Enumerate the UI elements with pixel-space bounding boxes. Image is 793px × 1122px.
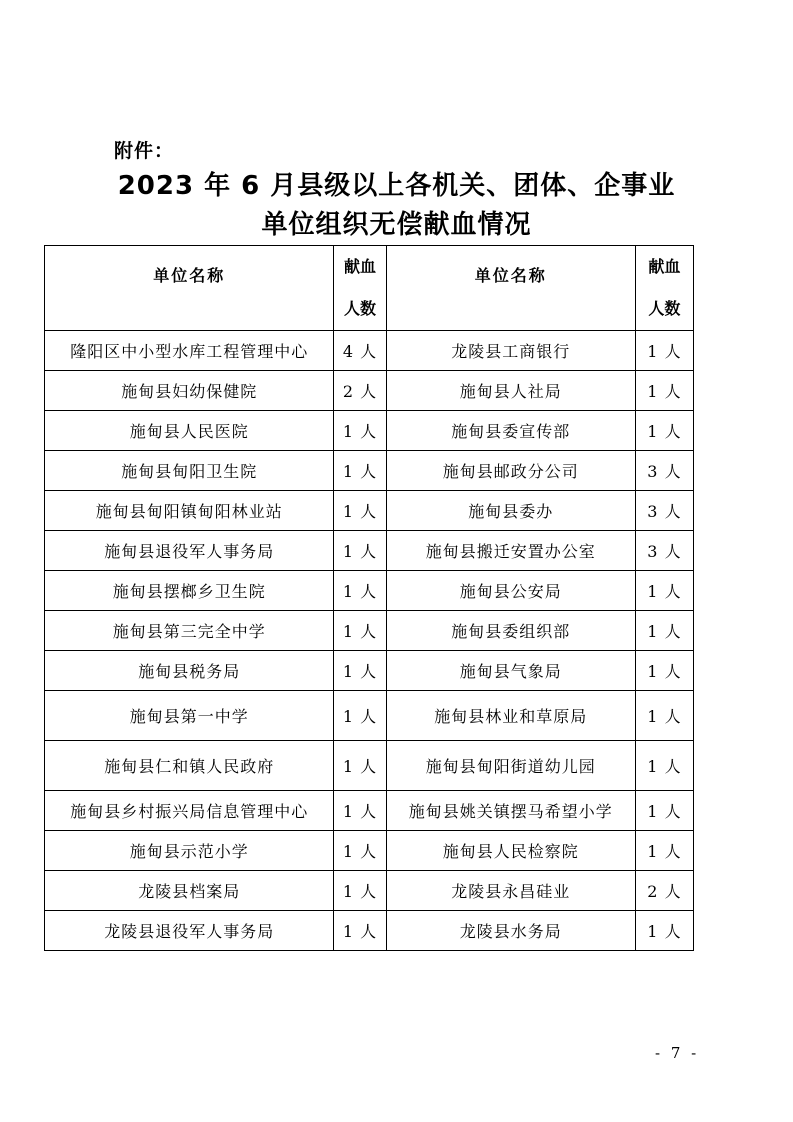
unit-name-left-cell-text: 施甸县仁和镇人民政府 <box>104 757 275 776</box>
unit-name-left-cell <box>45 531 334 571</box>
donor-count-right-cell <box>635 791 693 831</box>
donor-count-left-cell-text: 1 人 <box>342 582 378 601</box>
donor-count-right-cell-text: 1 人 <box>647 662 682 681</box>
donor-count-left-cell <box>334 531 386 571</box>
donor-count-right-cell <box>635 331 693 371</box>
donor-count-right-cell-text: 1 人 <box>647 582 682 601</box>
donor-count-left-cell-text: 1 人 <box>342 622 378 641</box>
unit-name-left-cell <box>45 371 334 411</box>
donor-count-right-cell-text: 3 人 <box>647 542 682 561</box>
table-row <box>45 911 694 951</box>
table-row <box>45 451 694 491</box>
donor-count-left-cell <box>334 651 386 691</box>
unit-name-right-cell <box>386 831 635 871</box>
donor-count-right-cell <box>635 491 693 531</box>
donor-count-left-cell-text: 2 人 <box>342 382 378 401</box>
unit-name-right-cell-text: 龙陵县工商银行 <box>451 342 571 361</box>
donor-count-right-cell <box>635 741 693 791</box>
donor-count-left-cell-text: 4 人 <box>342 342 378 361</box>
unit-name-left-cell-text: 施甸县退役军人事务局 <box>104 542 275 561</box>
donor-count-right-cell-text: 1 人 <box>647 342 682 361</box>
unit-name-left-cell-text: 施甸县甸阳卫生院 <box>121 462 258 481</box>
unit-name-right-cell-text: 施甸县搬迁安置办公室 <box>425 542 596 561</box>
attachment-label: 附件： <box>114 140 175 162</box>
unit-name-left-cell <box>45 911 334 951</box>
unit-name-left-cell-text: 施甸县第一中学 <box>129 707 249 726</box>
unit-name-right-cell-text: 施甸县公安局 <box>459 582 562 601</box>
table-row <box>45 491 694 531</box>
donor-count-right-cell <box>635 831 693 871</box>
donor-count-right-cell <box>635 371 693 411</box>
header-unit-name-left-text: 单位名称 <box>153 265 226 285</box>
donor-count-left-cell-text: 1 人 <box>342 502 378 521</box>
unit-name-right-cell <box>386 491 635 531</box>
donor-count-left-cell <box>334 611 386 651</box>
unit-name-right-cell <box>386 741 635 791</box>
unit-name-left-cell <box>45 831 334 871</box>
header-donor-count-left <box>334 246 386 331</box>
unit-name-right-cell <box>386 411 635 451</box>
unit-name-left-cell-text: 施甸县税务局 <box>138 662 241 681</box>
donor-count-left-cell-text: 1 人 <box>342 462 378 481</box>
header-donor-count-left-text: 献血人数 <box>343 257 376 318</box>
unit-name-right-cell <box>386 611 635 651</box>
donor-count-left-cell-text: 1 人 <box>342 757 378 776</box>
unit-name-right-cell-text: 施甸县邮政分公司 <box>442 462 579 481</box>
donor-count-right-cell <box>635 871 693 911</box>
donor-count-left-cell-text: 1 人 <box>342 802 378 821</box>
unit-name-right-cell-text: 施甸县甸阳街道幼儿园 <box>425 757 596 776</box>
donor-count-right-cell-text: 1 人 <box>647 422 682 441</box>
page-number: - 7 - <box>655 1044 700 1062</box>
table-row <box>45 571 694 611</box>
unit-name-left-cell <box>45 651 334 691</box>
header-unit-name-right-text: 单位名称 <box>474 265 547 285</box>
donor-count-right-cell-text: 1 人 <box>647 382 682 401</box>
table-row <box>45 411 694 451</box>
unit-name-left-cell <box>45 491 334 531</box>
donor-count-right-cell-text: 2 人 <box>647 882 682 901</box>
donor-count-left-cell <box>334 911 386 951</box>
blood-donation-table <box>44 245 694 951</box>
donor-count-right-cell-text: 1 人 <box>647 922 682 941</box>
donor-count-left-cell <box>334 451 386 491</box>
donor-count-right-cell <box>635 691 693 741</box>
table-row <box>45 691 694 741</box>
table-row <box>45 331 694 371</box>
unit-name-right-cell-text: 施甸县委组织部 <box>451 622 571 641</box>
donor-count-right-cell-text: 1 人 <box>647 842 682 861</box>
page-title-line-2: 单位组织无偿献血情况 <box>261 210 532 240</box>
unit-name-left-cell <box>45 611 334 651</box>
donor-count-left-cell-text: 1 人 <box>342 662 378 681</box>
table-row <box>45 611 694 651</box>
unit-name-left-cell-text: 龙陵县退役军人事务局 <box>104 922 275 941</box>
unit-name-right-cell-text: 施甸县人民检察院 <box>442 842 579 861</box>
unit-name-right-cell-text: 施甸县林业和草原局 <box>434 707 588 726</box>
unit-name-left-cell-text: 龙陵县档案局 <box>138 882 241 901</box>
donor-count-right-cell <box>635 451 693 491</box>
unit-name-right-cell <box>386 451 635 491</box>
header-unit-name-right <box>386 246 635 331</box>
unit-name-left-cell <box>45 871 334 911</box>
unit-name-left-cell-text: 施甸县乡村振兴局信息管理中心 <box>70 802 309 821</box>
unit-name-right-cell <box>386 691 635 741</box>
unit-name-left-cell <box>45 691 334 741</box>
donor-count-left-cell <box>334 691 386 741</box>
unit-name-left-cell <box>45 331 334 371</box>
donor-count-left-cell <box>334 741 386 791</box>
unit-name-right-cell <box>386 911 635 951</box>
unit-name-left-cell <box>45 571 334 611</box>
donor-count-right-cell <box>635 651 693 691</box>
donor-count-left-cell <box>334 831 386 871</box>
donor-count-right-cell <box>635 531 693 571</box>
unit-name-right-cell <box>386 791 635 831</box>
donor-count-right-cell <box>635 611 693 651</box>
donor-count-left-cell-text: 1 人 <box>342 422 378 441</box>
table-row <box>45 531 694 571</box>
table-header-row <box>45 246 694 331</box>
table-row <box>45 871 694 911</box>
unit-name-left-cell-text: 施甸县摆榔乡卫生院 <box>112 582 266 601</box>
unit-name-left-cell-text: 施甸县妇幼保健院 <box>121 382 258 401</box>
unit-name-left-cell <box>45 411 334 451</box>
unit-name-left-cell <box>45 741 334 791</box>
unit-name-right-cell-text: 施甸县气象局 <box>459 662 562 681</box>
donor-count-right-cell-text: 3 人 <box>647 502 682 521</box>
donor-count-left-cell <box>334 571 386 611</box>
page-title-line-1: 2023 年 6 月县级以上各机关、团体、企事业 <box>117 171 676 201</box>
unit-name-right-cell-text: 施甸县委办 <box>468 502 554 521</box>
unit-name-right-cell-text: 龙陵县水务局 <box>459 922 562 941</box>
donor-count-right-cell-text: 1 人 <box>647 622 682 641</box>
donor-count-right-cell-text: 1 人 <box>647 757 682 776</box>
donor-count-right-cell <box>635 571 693 611</box>
unit-name-right-cell <box>386 331 635 371</box>
unit-name-left-cell-text: 施甸县甸阳镇甸阳林业站 <box>95 502 283 521</box>
donor-count-left-cell-text: 1 人 <box>342 707 378 726</box>
unit-name-right-cell <box>386 371 635 411</box>
donor-count-left-cell <box>334 411 386 451</box>
donor-count-left-cell <box>334 371 386 411</box>
donor-count-left-cell <box>334 791 386 831</box>
donor-count-left-cell-text: 1 人 <box>342 922 378 941</box>
donor-count-left-cell-text: 1 人 <box>342 842 378 861</box>
header-donor-count-right <box>635 246 693 331</box>
unit-name-right-cell-text: 施甸县委宣传部 <box>451 422 571 441</box>
unit-name-right-cell-text: 施甸县人社局 <box>459 382 562 401</box>
table-body <box>45 331 694 951</box>
donor-count-right-cell-text: 3 人 <box>647 462 682 481</box>
donor-count-left-cell <box>334 331 386 371</box>
table-row <box>45 651 694 691</box>
table-row <box>45 831 694 871</box>
unit-name-right-cell <box>386 871 635 911</box>
table-row <box>45 791 694 831</box>
unit-name-left-cell-text: 隆阳区中小型水库工程管理中心 <box>70 342 309 361</box>
unit-name-left-cell <box>45 791 334 831</box>
unit-name-right-cell <box>386 651 635 691</box>
donor-count-left-cell-text: 1 人 <box>342 882 378 901</box>
donor-count-right-cell-text: 1 人 <box>647 802 682 821</box>
table-row <box>45 741 694 791</box>
unit-name-left-cell-text: 施甸县第三完全中学 <box>112 622 266 641</box>
table-row <box>45 371 694 411</box>
header-donor-count-right-text: 献血人数 <box>648 257 681 318</box>
unit-name-right-cell-text: 施甸县姚关镇摆马希望小学 <box>408 802 613 821</box>
unit-name-left-cell <box>45 451 334 491</box>
donor-count-right-cell-text: 1 人 <box>647 707 682 726</box>
unit-name-right-cell-text: 龙陵县永昌硅业 <box>451 882 571 901</box>
unit-name-left-cell-text: 施甸县示范小学 <box>129 842 249 861</box>
unit-name-left-cell-text: 施甸县人民医院 <box>129 422 249 441</box>
donor-count-right-cell <box>635 411 693 451</box>
header-unit-name-left <box>45 246 334 331</box>
unit-name-right-cell <box>386 531 635 571</box>
donor-count-left-cell-text: 1 人 <box>342 542 378 561</box>
donor-count-left-cell <box>334 871 386 911</box>
donor-count-left-cell <box>334 491 386 531</box>
donor-count-right-cell <box>635 911 693 951</box>
unit-name-right-cell <box>386 571 635 611</box>
